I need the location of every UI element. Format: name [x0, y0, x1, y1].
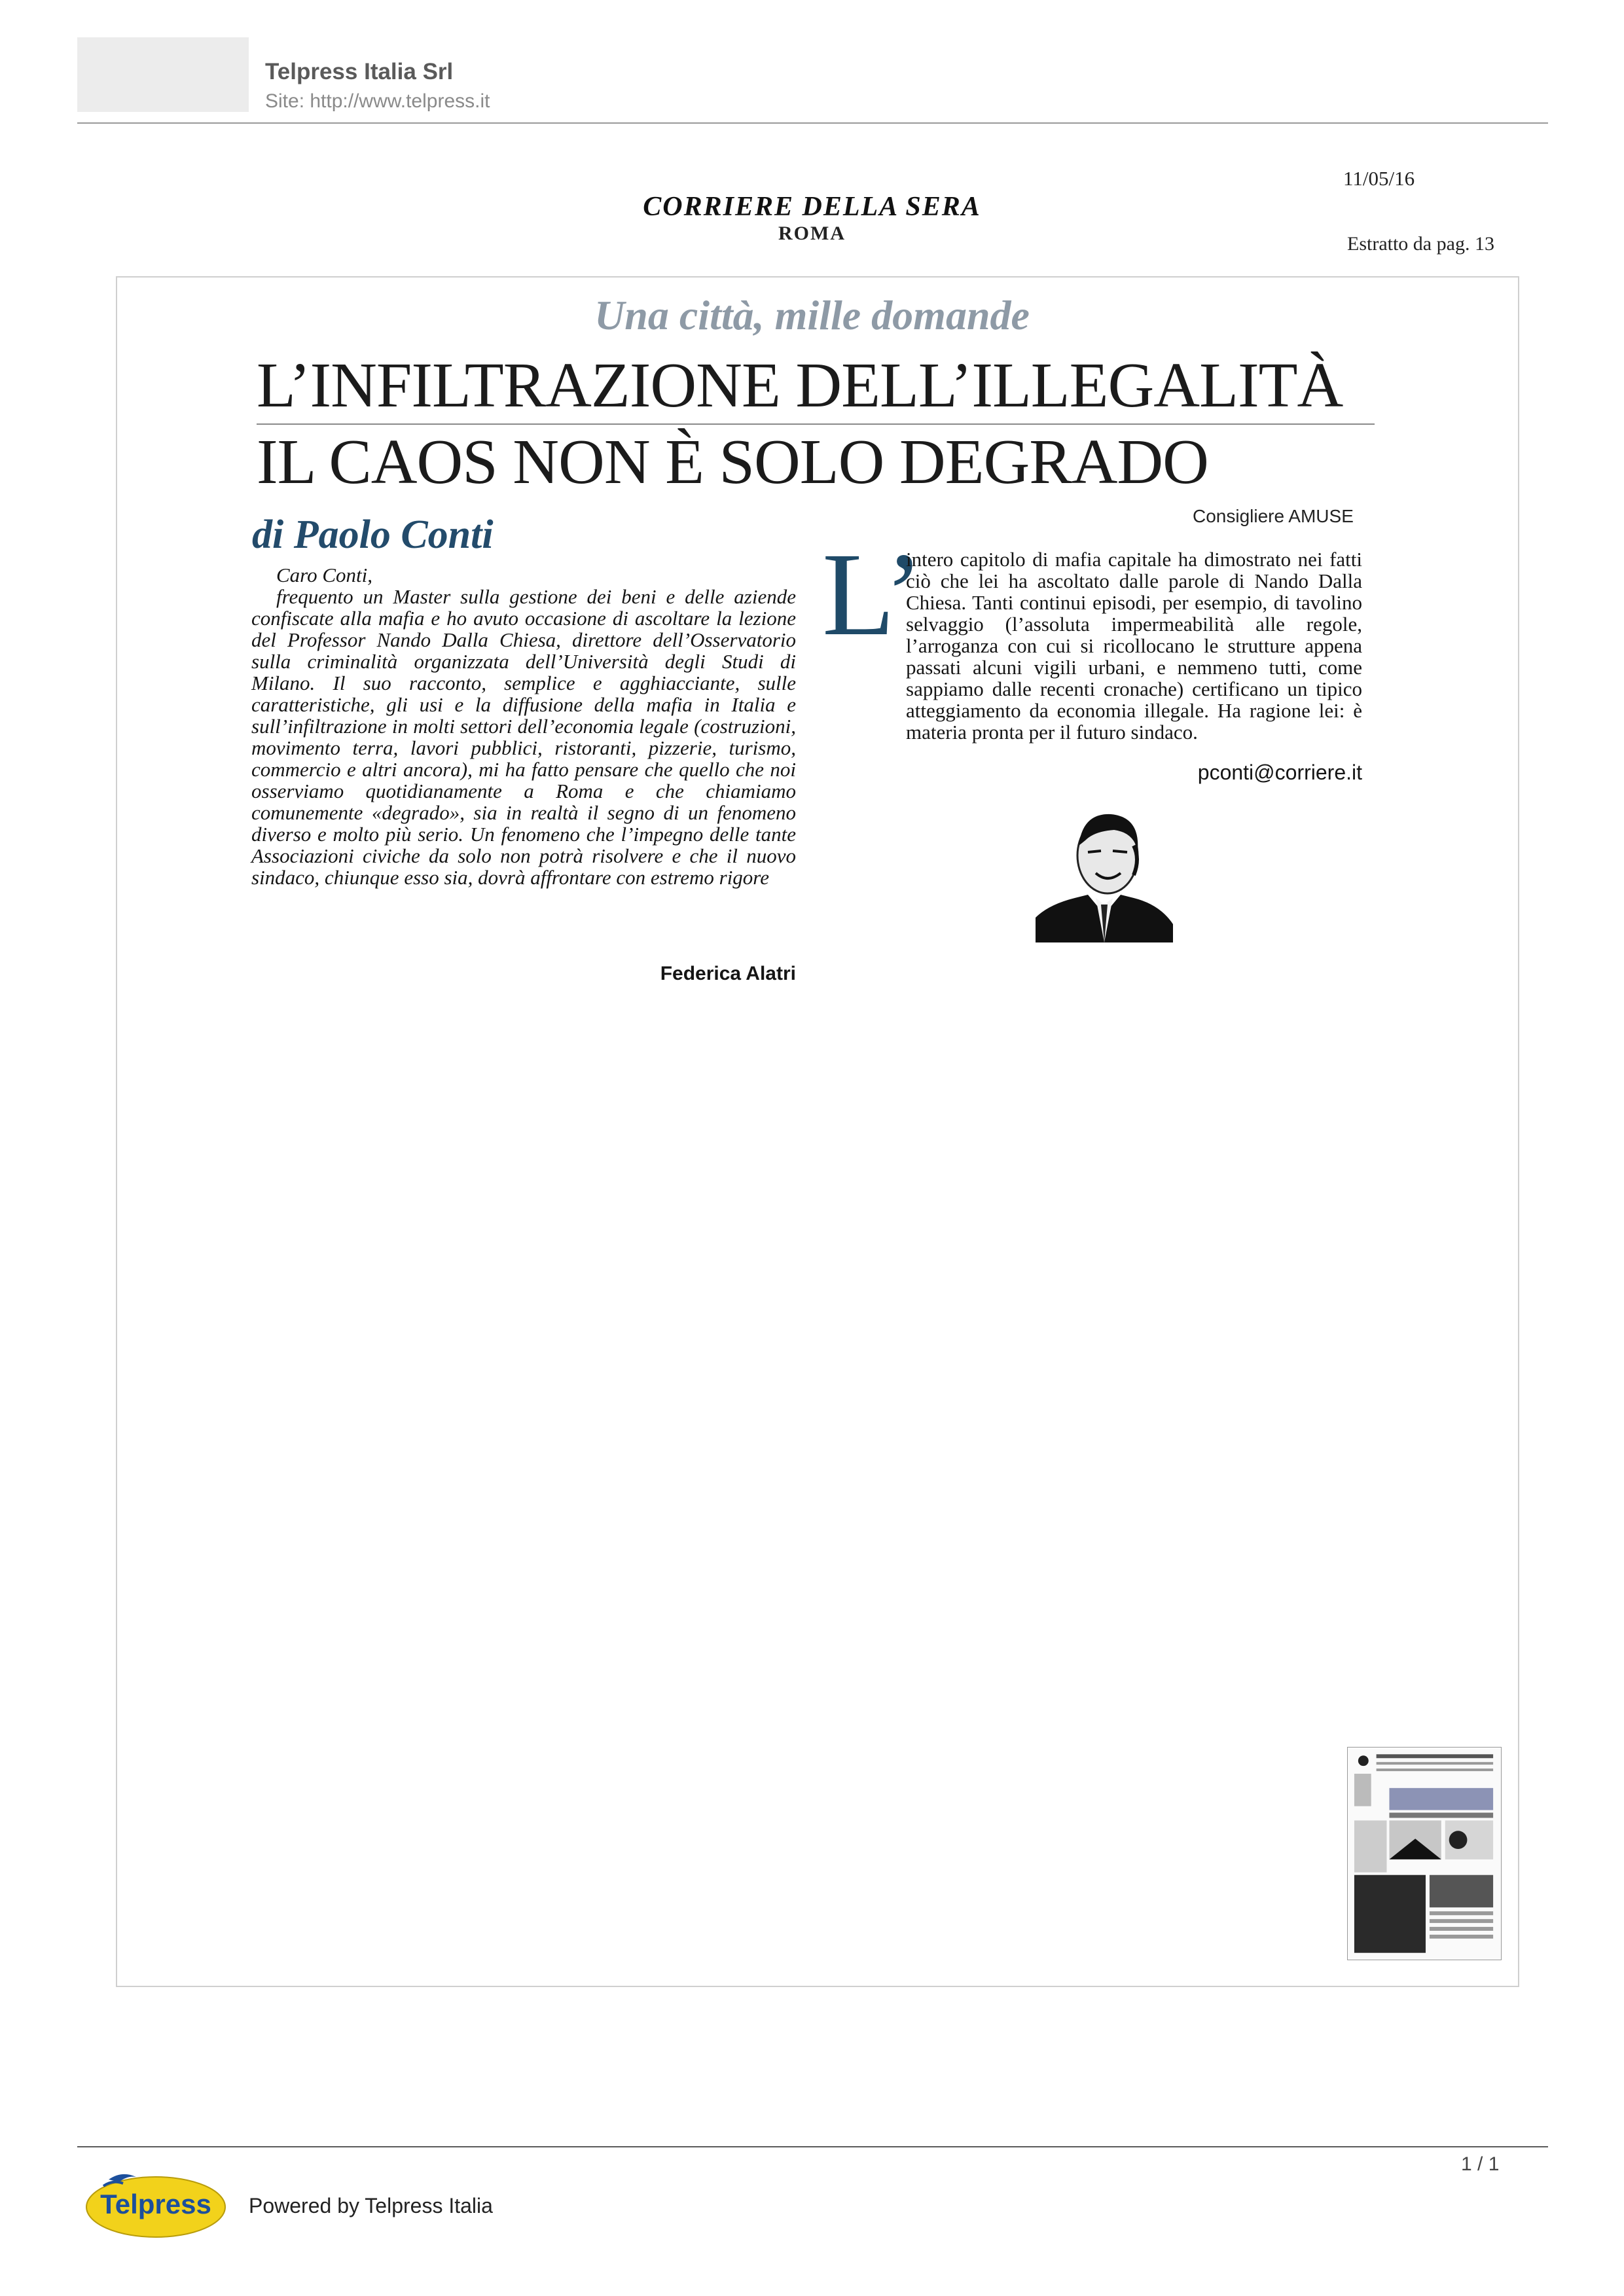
publisher-logo-placeholder: [77, 37, 249, 112]
telpress-logo-icon: [84, 2168, 228, 2240]
issue-date: 11/05/16: [1343, 167, 1415, 190]
letter-author-role: Consigliere AMUSE: [1193, 506, 1354, 526]
header-divider: [77, 122, 1548, 124]
page-thumbnail[interactable]: [1347, 1747, 1502, 1960]
extract-page: Estratto da pag. 13: [1347, 233, 1494, 255]
letter-signature: Federica Alatri: [660, 963, 796, 984]
powered-by-text: Powered by Telpress Italia: [249, 2194, 493, 2217]
article-kicker: Una città, mille domande: [594, 292, 1030, 338]
newspaper-masthead: CORRIERE DELLA SERA: [643, 192, 981, 222]
article-byline: di Paolo Conti: [252, 512, 494, 557]
svg-text:Telpress: Telpress: [100, 2189, 211, 2219]
footer-divider: [77, 2146, 1548, 2147]
reply-drop-cap: L’: [822, 529, 924, 660]
page-counter: 1 / 1: [1461, 2153, 1500, 2175]
reader-letter: [251, 564, 796, 888]
newspaper-edition: ROMA: [778, 223, 846, 244]
headline-divider: [257, 423, 1375, 425]
editor-reply: [822, 548, 1362, 743]
article-headline-line-2: IL CAOS NON È SOLO DEGRADO: [257, 427, 1208, 497]
company-site[interactable]: Site: http://www.telpress.it: [265, 90, 490, 112]
company-name: Telpress Italia Srl: [265, 59, 454, 84]
author-portrait-icon: [1036, 800, 1173, 942]
reply-body: intero capitolo di mafia capitale ha dimostrato nei fatti ciò che lei ha ascoltato dalle parole di Nando Dalla Chiesa. Tanti continui episodi, per esempio, di tavolino selvaggio (l’assoluta impermeabilità alle regole, l’arroganza con cui si ricollocano le strutture appena passati alcuni vigili urbani, e nemmeno tutti, come sappiamo dalle recenti cronache) certificano un tipico atteggiamento da economia illegale. Ha ragione lei: è materia pronta per il futuro sindaco.: [906, 548, 1362, 744]
letter-body: frequento un Master sulla gestione dei beni e delle aziende confiscate alla mafia e ho avuto occasione di ascoltare la lezione del Professor Nando Dalla Chiesa, direttore dell’Osservatorio sulla criminalità organizzata dell’Università degli Studi di Milano. Il suo racconto, semplice e agghiacciante, sulle caratteristiche, gli usi e la diffusione della mafia in Italia e sull’infiltrazione in molti settori dell’economia legale (costruzioni, movimento terra, lavori pubblici, ristoranti, pizzerie, turismo, commercio e altri ancora), mi ha fatto pensare che quello che noi osserviamo quotidianamente a Roma e che chiamiamo comunemente «degrado», sia in realtà il segno di un fenomeno diverso e molto più serio. Un fenomeno che l’impegno delle tante Associazioni civiche da solo non potrà risolvere e che il nuovo sindaco, chiunque esso sia, dovrà affrontare con estremo rigore: [251, 585, 796, 889]
reply-email[interactable]: pconti@corriere.it: [1197, 761, 1362, 784]
article-headline-line-1: L’INFILTRAZIONE DELL’ILLEGALITÀ: [257, 350, 1343, 421]
letter-salutation: Caro Conti,: [276, 564, 372, 586]
